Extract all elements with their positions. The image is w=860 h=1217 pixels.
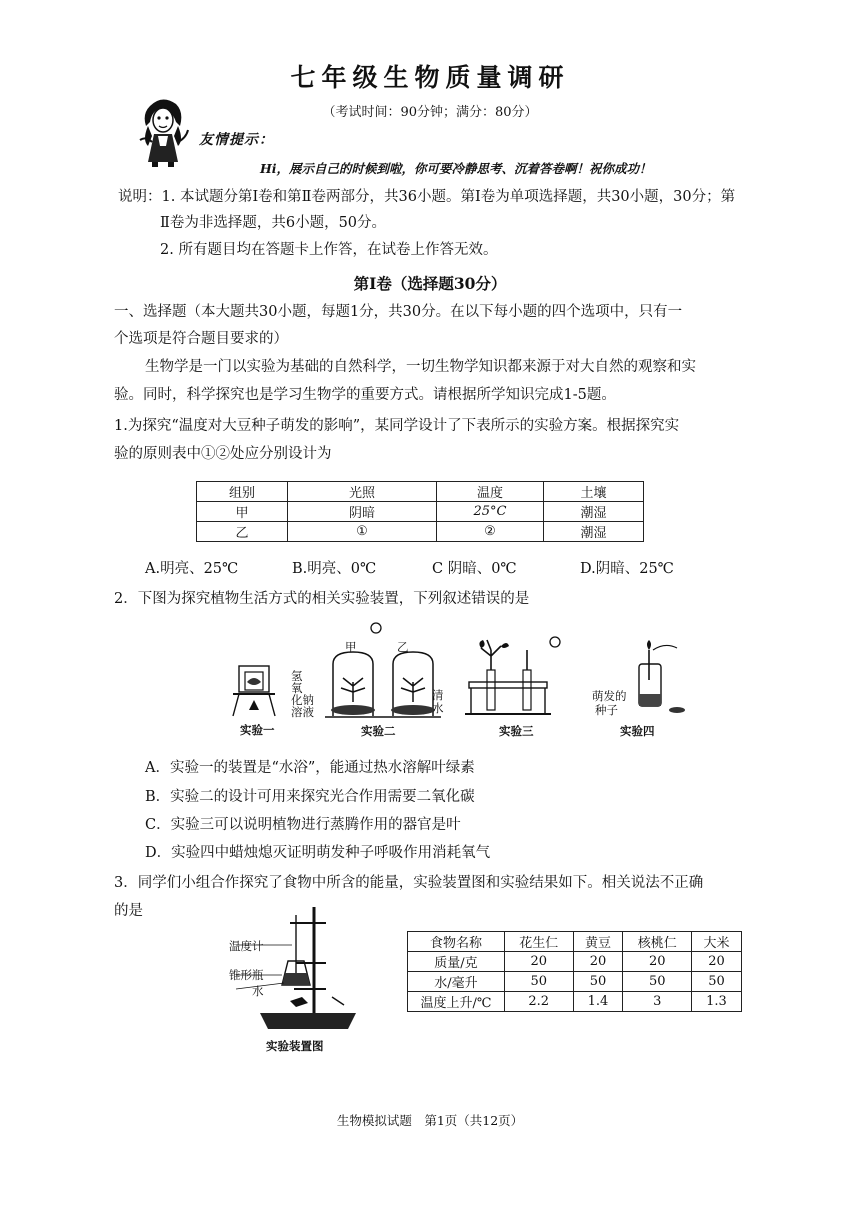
caption-exp-3: 实验三	[499, 724, 534, 738]
label-thermometer: 温度计	[229, 939, 264, 953]
table-cell: 25°C	[437, 502, 544, 522]
table-cell: 50	[692, 972, 742, 992]
table-header-cell: 食物名称	[408, 932, 505, 952]
caption-exp-1: 实验一	[240, 723, 275, 737]
label-naoh-2: 氧	[291, 681, 303, 695]
caption-exp-4: 实验四	[620, 724, 655, 738]
caption-apparatus: 实验装置图	[266, 1039, 324, 1053]
label-seed-1: 萌发的	[592, 689, 627, 703]
q3-table	[407, 931, 742, 1012]
table-header-cell: 花生仁	[505, 932, 574, 952]
q1-stem-line-1: 1.为探究“温度对大豆种子萌发的影响”，某同学设计了下表所示的实验方案。根据探究实	[114, 418, 680, 434]
table-cell: 水/毫升	[408, 972, 505, 992]
greeting-text: Hi，展示自己的时候到啦，你可要冷静思考、沉着答卷啊！祝你成功！	[260, 161, 652, 176]
table-row	[408, 932, 742, 952]
table-cell: 50	[505, 972, 574, 992]
table-cell: 50	[573, 972, 623, 992]
q1-option-a: A.明亮、25℃	[145, 561, 239, 577]
q1-option-b: B.明亮、0℃	[292, 561, 377, 577]
tip-label: 友情提示：	[199, 132, 274, 148]
table-cell: 2.2	[505, 992, 574, 1012]
table-header-cell: 温度	[437, 482, 544, 502]
q2-option-d: D．实验四中蜡烛熄灭证明萌发种子呼吸作用消耗氧气	[145, 845, 491, 861]
label-naoh-4: 溶液	[291, 705, 314, 719]
table-header-cell: 大米	[692, 932, 742, 952]
table-row	[197, 522, 644, 542]
table-cell: 20	[623, 952, 692, 972]
table-cell: 甲	[197, 502, 288, 522]
seed-jar-apparatus	[639, 640, 685, 713]
table-row	[408, 972, 742, 992]
table-cell: 3	[623, 992, 692, 1012]
table-cell: 潮湿	[544, 502, 644, 522]
water-bath-apparatus	[233, 666, 275, 716]
label-water-1: 清	[432, 688, 444, 702]
table-cell: 温度上升/℃	[408, 992, 505, 1012]
q1-option-c: C 阴暗、0℃	[432, 561, 517, 577]
q1-stem-line-2: 验的原则表中①②处应分别设计为	[114, 446, 332, 462]
caption-exp-2: 实验二	[361, 724, 396, 738]
label-naoh-3: 化钠	[291, 693, 314, 707]
q2-option-b: B．实验二的设计可用来探究光合作用需要二氧化碳	[145, 789, 475, 805]
part-title-line-1: 一、选择题（本大题共30小题，每题1分，共30分。在以下每小题的四个选项中，只有一	[114, 304, 683, 320]
q2-option-c: C．实验三可以说明植物进行蒸腾作用的器官是叶	[145, 817, 461, 833]
mascot-girl-icon	[132, 96, 192, 168]
label-flask: 锥形瓶	[229, 968, 264, 982]
page-title: 七年级生物质量调研	[290, 63, 570, 92]
label-naoh-1: 氢	[291, 669, 303, 683]
exam-info: （考试时间：90分钟；满分：80分）	[322, 105, 538, 120]
page-footer: 生物模拟试题 第1页（共12页）	[336, 1113, 524, 1128]
table-cell: 50	[623, 972, 692, 992]
instructions-line-3: 2. 所有题目均在答题卡上作答，在试卷上作答无效。	[160, 242, 498, 258]
table-header-cell: 光照	[288, 482, 437, 502]
table-cell: 阴暗	[288, 502, 437, 522]
table-header-cell: 组别	[197, 482, 288, 502]
q3-stem-line-2: 的是	[114, 903, 143, 919]
table-header-cell: 核桃仁	[623, 932, 692, 952]
label-jia: 甲	[345, 640, 357, 654]
table-row	[408, 992, 742, 1012]
table-row	[197, 502, 644, 522]
instructions-line-1: 说明：1. 本试题分第Ⅰ卷和第Ⅱ卷两部分，共36小题。第Ⅰ卷为单项选择题，共30小题，30分；第	[118, 189, 736, 205]
section-title: 第Ⅰ卷（选择题30分）	[353, 274, 507, 293]
table-header-cell: 土壤	[544, 482, 644, 502]
table-cell: 20	[692, 952, 742, 972]
table-row	[197, 482, 644, 502]
table-cell: 乙	[197, 522, 288, 542]
q3-stem-line-1: 3．同学们小组合作探究了食物中所含的能量，实验装置图和实验结果如下。相关说法不正确	[114, 875, 704, 891]
table-cell: 潮湿	[544, 522, 644, 542]
bell-jars-apparatus	[325, 623, 441, 717]
table-cell: ②	[437, 522, 544, 542]
q2-option-a: A．实验一的装置是“水浴”，能通过热水溶解叶绿素	[145, 760, 475, 776]
table-header-cell: 黄豆	[573, 932, 623, 952]
table-cell: ①	[288, 522, 437, 542]
table-cell: 质量/克	[408, 952, 505, 972]
table-cell: 20	[573, 952, 623, 972]
label-yi: 乙	[397, 640, 409, 654]
table-cell: 1.3	[692, 992, 742, 1012]
label-seed-2: 种子	[595, 703, 618, 717]
q1-option-d: D.阴暗、25℃	[580, 561, 674, 577]
label-water: 水	[252, 984, 264, 998]
table-cell: 1.4	[573, 992, 623, 1012]
part-title-line-2: 个选项是符合题目要求的）	[114, 331, 288, 347]
table-row	[408, 952, 742, 972]
instructions-line-2: Ⅱ卷为非选择题，共6小题，50分。	[160, 215, 387, 231]
label-water-2: 水	[432, 701, 444, 715]
intro-line-2: 验。同时，科学探究也是学习生物学的重要方式。请根据所学知识完成1-5题。	[114, 387, 616, 403]
test-tube-rack-apparatus	[465, 637, 560, 714]
table-cell: 20	[505, 952, 574, 972]
intro-line-1: 生物学是一门以实验为基础的自然科学，一切生物学知识都来源于对大自然的观察和实	[145, 359, 696, 375]
q1-table	[196, 481, 644, 542]
q2-stem: 2．下图为探究植物生活方式的相关实验装置，下列叙述错误的是	[114, 591, 530, 607]
